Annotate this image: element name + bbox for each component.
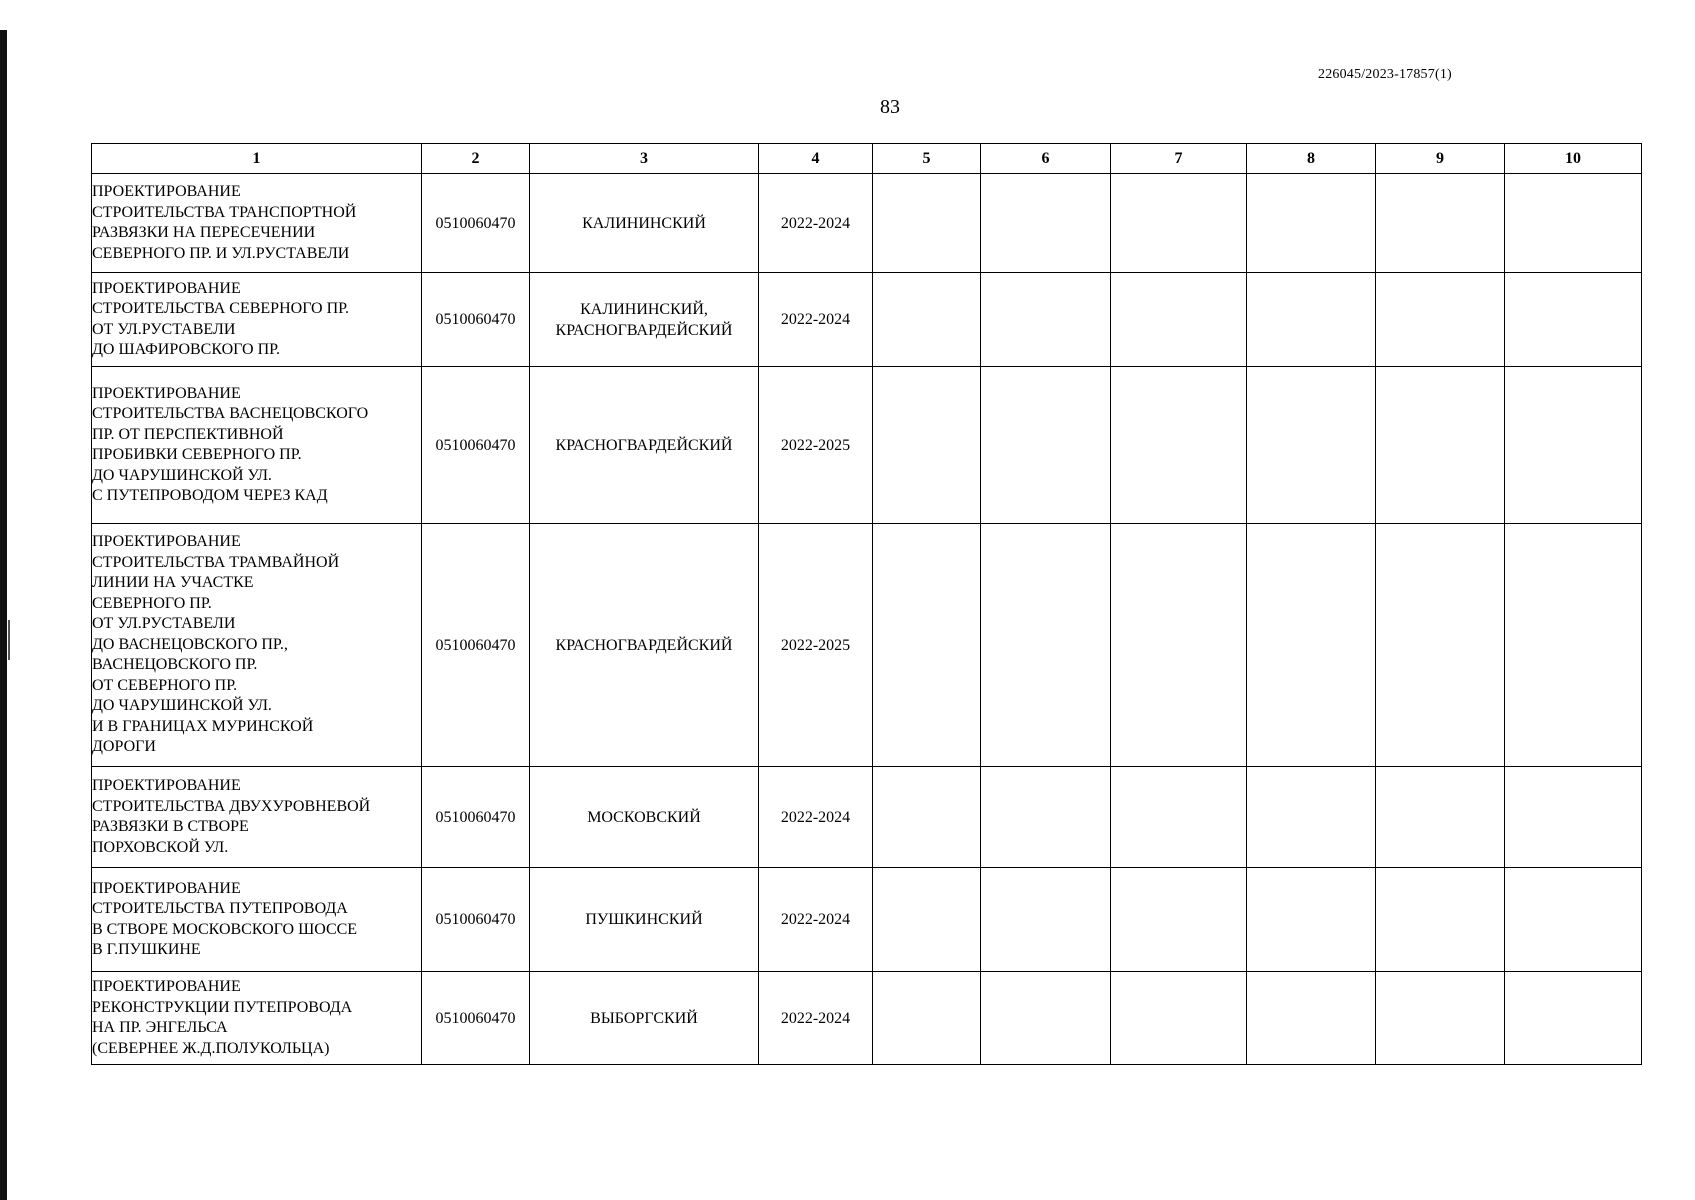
column-header-10: 10 <box>1505 144 1642 174</box>
budget-code-cell: 0510060470 <box>422 174 530 273</box>
table-header-row <box>92 144 1642 174</box>
period-cell: 2022-2025 <box>759 524 873 767</box>
period-cell: 2022-2024 <box>759 972 873 1065</box>
project-name-cell: ПРОЕКТИРОВАНИЕ СТРОИТЕЛЬСТВА ВАСНЕЦОВСКОГО ПР. ОТ ПЕРСПЕКТИВНОЙ ПРОБИВКИ СЕВЕРНОГО ПР. ДО ЧАРУШИНСКОЙ УЛ. С ПУТЕПРОВОДОМ ЧЕРЕЗ КАД <box>92 367 422 524</box>
budget-code-cell: 0510060470 <box>422 868 530 972</box>
district-cell: КАЛИНИНСКИЙ <box>530 174 759 273</box>
project-name-cell: ПРОЕКТИРОВАНИЕ СТРОИТЕЛЬСТВА ТРАМВАЙНОЙ ЛИНИИ НА УЧАСТКЕ СЕВЕРНОГО ПР. ОТ УЛ.РУСТАВЕЛИ ДО ВАСНЕЦОВСКОГО ПР., ВАСНЕЦОВСКОГО ПР. ОТ СЕВЕРНОГО ПР. ДО ЧАРУШИНСКОЙ УЛ. И В ГРАНИЦАХ МУРИНСКОЙ ДОРОГИ <box>92 524 422 767</box>
budget-code-cell: 0510060470 <box>422 524 530 767</box>
column-header-8: 8 <box>1247 144 1376 174</box>
column-header-5: 5 <box>873 144 981 174</box>
column-header-4: 4 <box>759 144 873 174</box>
empty-cell <box>1111 868 1247 972</box>
empty-cell <box>981 972 1111 1065</box>
project-name-cell: ПРОЕКТИРОВАНИЕ СТРОИТЕЛЬСТВА СЕВЕРНОГО ПР. ОТ УЛ.РУСТАВЕЛИ ДО ШАФИРОВСКОГО ПР. <box>92 273 422 367</box>
empty-cell <box>1247 524 1376 767</box>
empty-cell <box>1376 273 1505 367</box>
empty-cell <box>873 767 981 868</box>
budget-code-cell: 0510060470 <box>422 367 530 524</box>
empty-cell <box>1247 367 1376 524</box>
column-header-6: 6 <box>981 144 1111 174</box>
empty-cell <box>1376 972 1505 1065</box>
empty-cell <box>873 524 981 767</box>
table-row <box>92 367 1642 524</box>
district-cell: ВЫБОРГСКИЙ <box>530 972 759 1065</box>
empty-cell <box>873 868 981 972</box>
period-cell: 2022-2024 <box>759 868 873 972</box>
period-cell: 2022-2024 <box>759 174 873 273</box>
empty-cell <box>1505 524 1642 767</box>
column-header-3: 3 <box>530 144 759 174</box>
budget-code-cell: 0510060470 <box>422 273 530 367</box>
project-name-cell: ПРОЕКТИРОВАНИЕ РЕКОНСТРУКЦИИ ПУТЕПРОВОДА НА ПР. ЭНГЕЛЬСА (СЕВЕРНЕЕ Ж.Д.ПОЛУКОЛЬЦА) <box>92 972 422 1065</box>
table-row <box>92 174 1642 273</box>
period-cell: 2022-2025 <box>759 367 873 524</box>
empty-cell <box>1505 972 1642 1065</box>
empty-cell <box>1376 524 1505 767</box>
empty-cell <box>1247 868 1376 972</box>
empty-cell <box>1376 174 1505 273</box>
table-row <box>92 524 1642 767</box>
project-name-cell: ПРОЕКТИРОВАНИЕ СТРОИТЕЛЬСТВА ТРАНСПОРТНОЙ РАЗВЯЗКИ НА ПЕРЕСЕЧЕНИИ СЕВЕРНОГО ПР. И УЛ.РУСТАВЕЛИ <box>92 174 422 273</box>
empty-cell <box>1505 767 1642 868</box>
empty-cell <box>873 273 981 367</box>
empty-cell <box>1376 868 1505 972</box>
budget-code-cell: 0510060470 <box>422 972 530 1065</box>
empty-cell <box>1247 273 1376 367</box>
empty-cell <box>1111 524 1247 767</box>
district-cell: КАЛИНИНСКИЙ, КРАСНОГВАРДЕЙСКИЙ <box>530 273 759 367</box>
column-header-2: 2 <box>422 144 530 174</box>
empty-cell <box>873 972 981 1065</box>
empty-cell <box>1111 174 1247 273</box>
empty-cell <box>981 868 1111 972</box>
empty-cell <box>1505 174 1642 273</box>
empty-cell <box>981 174 1111 273</box>
empty-cell <box>1247 174 1376 273</box>
period-cell: 2022-2024 <box>759 767 873 868</box>
column-header-7: 7 <box>1111 144 1247 174</box>
empty-cell <box>981 524 1111 767</box>
empty-cell <box>1376 767 1505 868</box>
table-row <box>92 767 1642 868</box>
empty-cell <box>873 367 981 524</box>
document-registration-number: 226045/2023-17857(1) <box>1318 67 1452 82</box>
projects-table <box>91 143 1642 1065</box>
empty-cell <box>1111 273 1247 367</box>
empty-cell <box>1247 972 1376 1065</box>
district-cell: ПУШКИНСКИЙ <box>530 868 759 972</box>
district-cell: КРАСНОГВАРДЕЙСКИЙ <box>530 367 759 524</box>
empty-cell <box>981 367 1111 524</box>
empty-cell <box>1505 273 1642 367</box>
empty-cell <box>981 767 1111 868</box>
empty-cell <box>981 273 1111 367</box>
budget-code-cell: 0510060470 <box>422 767 530 868</box>
empty-cell <box>1111 972 1247 1065</box>
scan-edge <box>0 30 7 1200</box>
column-header-1: 1 <box>92 144 422 174</box>
page-number: 83 <box>880 96 900 118</box>
empty-cell <box>1111 767 1247 868</box>
table-row <box>92 868 1642 972</box>
empty-cell <box>1376 367 1505 524</box>
district-cell: КРАСНОГВАРДЕЙСКИЙ <box>530 524 759 767</box>
column-header-9: 9 <box>1376 144 1505 174</box>
empty-cell <box>1505 367 1642 524</box>
table-row <box>92 972 1642 1065</box>
empty-cell <box>1505 868 1642 972</box>
table-row <box>92 273 1642 367</box>
scan-mark <box>8 620 10 660</box>
project-name-cell: ПРОЕКТИРОВАНИЕ СТРОИТЕЛЬСТВА ПУТЕПРОВОДА В СТВОРЕ МОСКОВСКОГО ШОССЕ В Г.ПУШКИНЕ <box>92 868 422 972</box>
empty-cell <box>1247 767 1376 868</box>
project-name-cell: ПРОЕКТИРОВАНИЕ СТРОИТЕЛЬСТВА ДВУХУРОВНЕВОЙ РАЗВЯЗКИ В СТВОРЕ ПОРХОВСКОЙ УЛ. <box>92 767 422 868</box>
district-cell: МОСКОВСКИЙ <box>530 767 759 868</box>
empty-cell <box>873 174 981 273</box>
empty-cell <box>1111 367 1247 524</box>
period-cell: 2022-2024 <box>759 273 873 367</box>
